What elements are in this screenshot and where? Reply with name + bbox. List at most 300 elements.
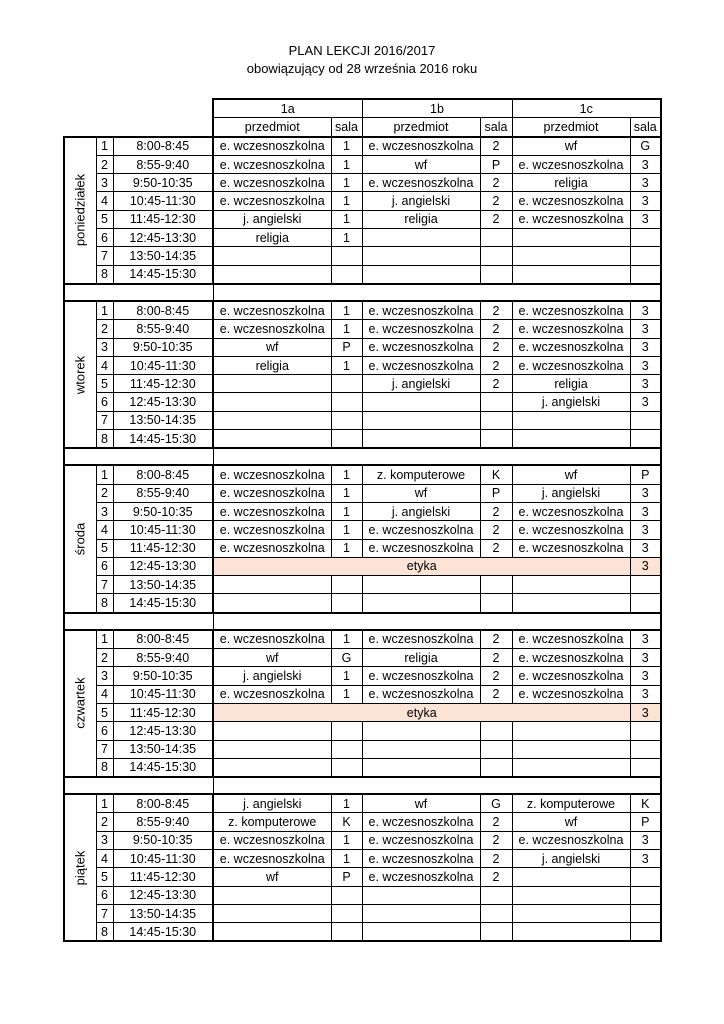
subject-cell: e. wczesnoszkolna — [213, 155, 331, 173]
period-time: 10:45-11:30 — [113, 192, 213, 210]
room-cell: P — [630, 465, 661, 484]
subject-cell — [213, 375, 331, 393]
room-cell — [480, 393, 512, 411]
period-time: 8:00-8:45 — [113, 465, 213, 484]
table-row — [64, 320, 661, 338]
room-cell: 3 — [630, 356, 661, 374]
room-cell — [331, 576, 362, 594]
table-row — [64, 174, 661, 192]
subject-cell: e. wczesnoszkolna — [213, 521, 331, 539]
table-row — [64, 740, 661, 758]
period-number: 7 — [96, 740, 113, 758]
subject-cell — [362, 923, 480, 942]
period-time: 11:45-12:30 — [113, 210, 213, 228]
subject-cell — [213, 411, 331, 429]
subject-cell: z. komputerowe — [512, 794, 630, 813]
period-number: 4 — [96, 849, 113, 867]
period-time: 12:45-13:30 — [113, 722, 213, 740]
room-cell — [331, 265, 362, 284]
room-cell: 3 — [630, 375, 661, 393]
room-cell — [630, 229, 661, 247]
room-header: sala — [480, 118, 512, 137]
table-row — [64, 868, 661, 886]
room-cell — [480, 229, 512, 247]
subject-cell — [362, 594, 480, 613]
period-time: 8:00-8:45 — [113, 137, 213, 156]
subject-cell: z. komputerowe — [362, 465, 480, 484]
class-header-1a: 1a — [213, 99, 362, 118]
day-separator-row — [64, 777, 661, 794]
period-number: 6 — [96, 393, 113, 411]
header-corner-2 — [64, 118, 213, 137]
room-cell: 3 — [630, 667, 661, 685]
separator-cell — [213, 777, 661, 794]
room-cell: 1 — [331, 685, 362, 703]
day-label-cell — [64, 137, 96, 284]
title-line-1: PLAN LEKCJI 2016/2017 — [288, 43, 436, 58]
subject-cell — [362, 740, 480, 758]
room-cell: 3 — [630, 192, 661, 210]
table-row — [64, 703, 661, 721]
room-cell — [331, 594, 362, 613]
period-time: 14:45-15:30 — [113, 265, 213, 284]
subject-cell: e. wczesnoszkolna — [213, 831, 331, 849]
period-number: 6 — [96, 886, 113, 904]
period-number: 3 — [96, 502, 113, 520]
period-number: 1 — [96, 630, 113, 649]
period-number: 2 — [96, 649, 113, 667]
subject-cell — [362, 722, 480, 740]
room-cell: 2 — [480, 813, 512, 831]
period-number: 8 — [96, 758, 113, 777]
room-cell: 1 — [331, 320, 362, 338]
room-cell: 2 — [480, 356, 512, 374]
subject-cell: e. wczesnoszkolna — [512, 685, 630, 703]
separator-cell — [64, 777, 213, 794]
room-cell: 3 — [630, 301, 661, 320]
subject-cell: e. wczesnoszkolna — [512, 831, 630, 849]
subject-cell: j. angielski — [512, 393, 630, 411]
room-cell: 1 — [331, 539, 362, 557]
room-cell: 2 — [480, 210, 512, 228]
period-number: 2 — [96, 813, 113, 831]
period-time: 9:50-10:35 — [113, 338, 213, 356]
subject-cell: religia — [213, 356, 331, 374]
subject-cell: j. angielski — [362, 375, 480, 393]
period-number: 8 — [96, 430, 113, 449]
period-number: 4 — [96, 192, 113, 210]
period-time: 13:50-14:35 — [113, 247, 213, 265]
table-row — [64, 521, 661, 539]
subject-cell: e. wczesnoszkolna — [512, 630, 630, 649]
subject-cell — [512, 430, 630, 449]
period-time: 13:50-14:35 — [113, 740, 213, 758]
table-row — [64, 375, 661, 393]
period-number: 7 — [96, 411, 113, 429]
room-cell — [480, 886, 512, 904]
period-time: 8:55-9:40 — [113, 813, 213, 831]
subject-cell: religia — [213, 229, 331, 247]
subject-cell: e. wczesnoszkolna — [213, 502, 331, 520]
room-cell — [480, 904, 512, 922]
subject-cell: e. wczesnoszkolna — [362, 630, 480, 649]
room-cell: 2 — [480, 649, 512, 667]
subject-cell: e. wczesnoszkolna — [362, 174, 480, 192]
room-cell: 3 — [630, 484, 661, 502]
subject-cell: e. wczesnoszkolna — [362, 831, 480, 849]
room-cell — [630, 265, 661, 284]
room-cell: G — [480, 794, 512, 813]
room-cell: P — [630, 813, 661, 831]
subject-cell: j. angielski — [213, 667, 331, 685]
room-cell — [331, 758, 362, 777]
period-time: 13:50-14:35 — [113, 576, 213, 594]
room-cell — [480, 722, 512, 740]
period-number: 4 — [96, 685, 113, 703]
period-time: 9:50-10:35 — [113, 667, 213, 685]
room-cell: K — [630, 794, 661, 813]
subject-cell: e. wczesnoszkolna — [512, 192, 630, 210]
room-cell — [331, 375, 362, 393]
period-number: 2 — [96, 320, 113, 338]
subject-cell — [512, 594, 630, 613]
table-row — [64, 247, 661, 265]
room-cell: 2 — [480, 685, 512, 703]
period-time: 8:00-8:45 — [113, 794, 213, 813]
table-row — [64, 301, 661, 320]
period-number: 7 — [96, 247, 113, 265]
room-cell: 2 — [480, 137, 512, 156]
subject-cell — [362, 576, 480, 594]
room-cell — [331, 923, 362, 942]
table-row — [64, 137, 661, 156]
subject-cell: e. wczesnoszkolna — [362, 356, 480, 374]
subject-cell: e. wczesnoszkolna — [512, 301, 630, 320]
subject-cell — [213, 886, 331, 904]
column-header-row — [64, 118, 661, 137]
room-cell: 2 — [480, 630, 512, 649]
subject-cell — [362, 758, 480, 777]
subject-cell — [512, 923, 630, 942]
room-cell: 1 — [331, 667, 362, 685]
subject-cell: e. wczesnoszkolna — [213, 137, 331, 156]
room-cell — [331, 430, 362, 449]
subject-cell: e. wczesnoszkolna — [213, 320, 331, 338]
room-cell — [630, 411, 661, 429]
room-cell: 3 — [630, 320, 661, 338]
subject-cell — [213, 576, 331, 594]
table-row — [64, 685, 661, 703]
subject-cell: e. wczesnoszkolna — [512, 667, 630, 685]
period-time: 11:45-12:30 — [113, 539, 213, 557]
day-label: czwartek — [72, 677, 88, 730]
subject-cell: e. wczesnoszkolna — [362, 301, 480, 320]
table-row — [64, 338, 661, 356]
room-cell: 1 — [331, 502, 362, 520]
day-label-cell — [64, 301, 96, 448]
subject-cell: wf — [512, 465, 630, 484]
room-cell: 2 — [480, 539, 512, 557]
day-label-cell — [64, 794, 96, 941]
room-cell — [630, 722, 661, 740]
subject-cell: e. wczesnoszkolna — [362, 539, 480, 557]
subject-cell: wf — [213, 649, 331, 667]
table-row — [64, 722, 661, 740]
room-cell — [630, 740, 661, 758]
table-row — [64, 849, 661, 867]
period-time: 14:45-15:30 — [113, 758, 213, 777]
room-cell: 3 — [630, 174, 661, 192]
table-row — [64, 831, 661, 849]
table-row — [64, 667, 661, 685]
room-cell: 3 — [630, 210, 661, 228]
period-number: 1 — [96, 465, 113, 484]
room-cell — [630, 904, 661, 922]
header-corner — [64, 99, 213, 118]
subject-cell: wf — [362, 794, 480, 813]
table-row — [64, 557, 661, 575]
period-number: 5 — [96, 868, 113, 886]
subject-cell — [213, 430, 331, 449]
schedule-body — [64, 137, 661, 942]
period-number: 7 — [96, 576, 113, 594]
room-cell: 1 — [331, 831, 362, 849]
table-row — [64, 155, 661, 173]
table-row — [64, 649, 661, 667]
period-time: 8:55-9:40 — [113, 649, 213, 667]
period-number: 5 — [96, 539, 113, 557]
table-row — [64, 813, 661, 831]
day-separator-row — [64, 448, 661, 465]
subject-cell: wf — [362, 484, 480, 502]
room-cell: 2 — [480, 338, 512, 356]
subject-cell — [512, 758, 630, 777]
day-label: poniedziałek — [72, 174, 88, 247]
subject-cell — [213, 265, 331, 284]
room-cell — [480, 576, 512, 594]
separator-cell — [64, 284, 213, 301]
period-time: 8:00-8:45 — [113, 630, 213, 649]
room-cell — [480, 594, 512, 613]
day-label-cell — [64, 630, 96, 777]
subject-cell — [362, 265, 480, 284]
period-number: 3 — [96, 338, 113, 356]
room-cell: 1 — [331, 210, 362, 228]
subject-cell — [213, 740, 331, 758]
subject-cell: e. wczesnoszkolna — [213, 174, 331, 192]
table-row — [64, 758, 661, 777]
period-number: 7 — [96, 904, 113, 922]
room-cell — [480, 411, 512, 429]
period-number: 3 — [96, 667, 113, 685]
subject-cell: e. wczesnoszkolna — [213, 539, 331, 557]
subject-cell — [362, 393, 480, 411]
subject-cell: wf — [362, 155, 480, 173]
subject-cell — [512, 740, 630, 758]
room-cell — [480, 247, 512, 265]
subject-cell — [362, 886, 480, 904]
table-row — [64, 794, 661, 813]
subject-cell — [362, 411, 480, 429]
period-number: 8 — [96, 265, 113, 284]
subject-cell: e. wczesnoszkolna — [362, 521, 480, 539]
subject-cell: e. wczesnoszkolna — [362, 137, 480, 156]
room-cell: 1 — [331, 794, 362, 813]
room-cell: 3 — [630, 393, 661, 411]
period-number: 1 — [96, 301, 113, 320]
room-cell: 2 — [480, 375, 512, 393]
period-number: 4 — [96, 521, 113, 539]
table-row — [64, 886, 661, 904]
room-cell: 2 — [480, 502, 512, 520]
period-time: 12:45-13:30 — [113, 393, 213, 411]
period-time: 13:50-14:35 — [113, 904, 213, 922]
subject-cell: e. wczesnoszkolna — [213, 849, 331, 867]
period-time: 14:45-15:30 — [113, 594, 213, 613]
period-number: 1 — [96, 137, 113, 156]
room-cell — [331, 722, 362, 740]
period-time: 12:45-13:30 — [113, 229, 213, 247]
subject-cell — [512, 904, 630, 922]
subject-cell: religia — [362, 649, 480, 667]
room-header: sala — [331, 118, 362, 137]
schedule-table — [63, 98, 662, 942]
subject-cell: e. wczesnoszkolna — [512, 320, 630, 338]
page-title — [0, 42, 724, 78]
room-cell: 1 — [331, 301, 362, 320]
subject-cell: e. wczesnoszkolna — [213, 192, 331, 210]
period-number: 3 — [96, 831, 113, 849]
subject-cell: e. wczesnoszkolna — [512, 521, 630, 539]
room-cell — [630, 576, 661, 594]
table-row — [64, 465, 661, 484]
subject-cell: j. angielski — [213, 210, 331, 228]
subject-cell: j. angielski — [213, 794, 331, 813]
subject-cell: e. wczesnoszkolna — [512, 649, 630, 667]
subject-cell: j. angielski — [362, 192, 480, 210]
table-row — [64, 484, 661, 502]
subject-cell: j. angielski — [512, 849, 630, 867]
room-cell — [630, 430, 661, 449]
separator-cell — [213, 613, 661, 630]
subject-cell — [213, 722, 331, 740]
room-cell — [480, 265, 512, 284]
table-row — [64, 904, 661, 922]
subject-cell: e. wczesnoszkolna — [512, 502, 630, 520]
separator-cell — [213, 448, 661, 465]
table-row — [64, 393, 661, 411]
day-label: piątek — [72, 850, 88, 886]
table-row — [64, 576, 661, 594]
room-cell: 2 — [480, 192, 512, 210]
period-number: 6 — [96, 557, 113, 575]
subject-cell: wf — [213, 868, 331, 886]
room-cell: 2 — [480, 320, 512, 338]
period-time: 8:55-9:40 — [113, 484, 213, 502]
subject-cell: wf — [213, 338, 331, 356]
subject-cell: religia — [512, 375, 630, 393]
room-cell: 1 — [331, 155, 362, 173]
subject-cell: wf — [512, 137, 630, 156]
room-cell: 2 — [480, 831, 512, 849]
room-cell: 2 — [480, 521, 512, 539]
subject-cell: e. wczesnoszkolna — [213, 484, 331, 502]
period-number: 2 — [96, 484, 113, 502]
period-time: 12:45-13:30 — [113, 886, 213, 904]
period-time: 12:45-13:30 — [113, 557, 213, 575]
period-time: 9:50-10:35 — [113, 502, 213, 520]
room-cell: 2 — [480, 301, 512, 320]
table-row — [64, 539, 661, 557]
subject-cell: e. wczesnoszkolna — [213, 465, 331, 484]
subject-cell — [512, 868, 630, 886]
subject-header: przedmiot — [512, 118, 630, 137]
merged-subject: etyka — [213, 703, 630, 721]
table-row — [64, 265, 661, 284]
room-cell: 1 — [331, 356, 362, 374]
period-number: 2 — [96, 155, 113, 173]
period-time: 13:50-14:35 — [113, 411, 213, 429]
subject-cell: e. wczesnoszkolna — [362, 320, 480, 338]
period-time: 10:45-11:30 — [113, 521, 213, 539]
separator-cell — [64, 613, 213, 630]
room-cell — [630, 886, 661, 904]
room-cell — [331, 740, 362, 758]
subject-cell — [512, 229, 630, 247]
room-cell: K — [480, 465, 512, 484]
subject-cell — [213, 594, 331, 613]
subject-cell — [213, 904, 331, 922]
table-row — [64, 630, 661, 649]
subject-cell: e. wczesnoszkolna — [512, 155, 630, 173]
room-cell — [331, 393, 362, 411]
room-cell: 3 — [630, 849, 661, 867]
room-cell: 3 — [630, 831, 661, 849]
room-cell — [630, 923, 661, 942]
room-cell: 3 — [630, 155, 661, 173]
room-cell — [331, 247, 362, 265]
class-header-1c: 1c — [512, 99, 661, 118]
subject-cell — [213, 393, 331, 411]
day-label-cell — [64, 465, 96, 612]
period-time: 9:50-10:35 — [113, 831, 213, 849]
table-row — [64, 356, 661, 374]
room-cell — [630, 868, 661, 886]
room-cell — [480, 740, 512, 758]
period-number: 4 — [96, 356, 113, 374]
subject-header: przedmiot — [213, 118, 331, 137]
period-time: 10:45-11:30 — [113, 685, 213, 703]
period-time: 10:45-11:30 — [113, 849, 213, 867]
period-number: 1 — [96, 794, 113, 813]
table-row — [64, 430, 661, 449]
period-time: 8:00-8:45 — [113, 301, 213, 320]
day-label: środa — [72, 522, 88, 556]
subject-cell: e. wczesnoszkolna — [512, 338, 630, 356]
subject-cell: e. wczesnoszkolna — [362, 813, 480, 831]
room-cell: 3 — [630, 502, 661, 520]
period-time: 14:45-15:30 — [113, 923, 213, 942]
subject-cell: e. wczesnoszkolna — [512, 356, 630, 374]
subject-cell: e. wczesnoszkolna — [362, 667, 480, 685]
class-header-row — [64, 99, 661, 118]
subject-cell — [512, 411, 630, 429]
class-header-1b: 1b — [362, 99, 512, 118]
period-time: 11:45-12:30 — [113, 868, 213, 886]
title-line-2: obowiązujący od 28 września 2016 roku — [246, 61, 478, 76]
room-cell — [630, 758, 661, 777]
subject-cell: j. angielski — [512, 484, 630, 502]
